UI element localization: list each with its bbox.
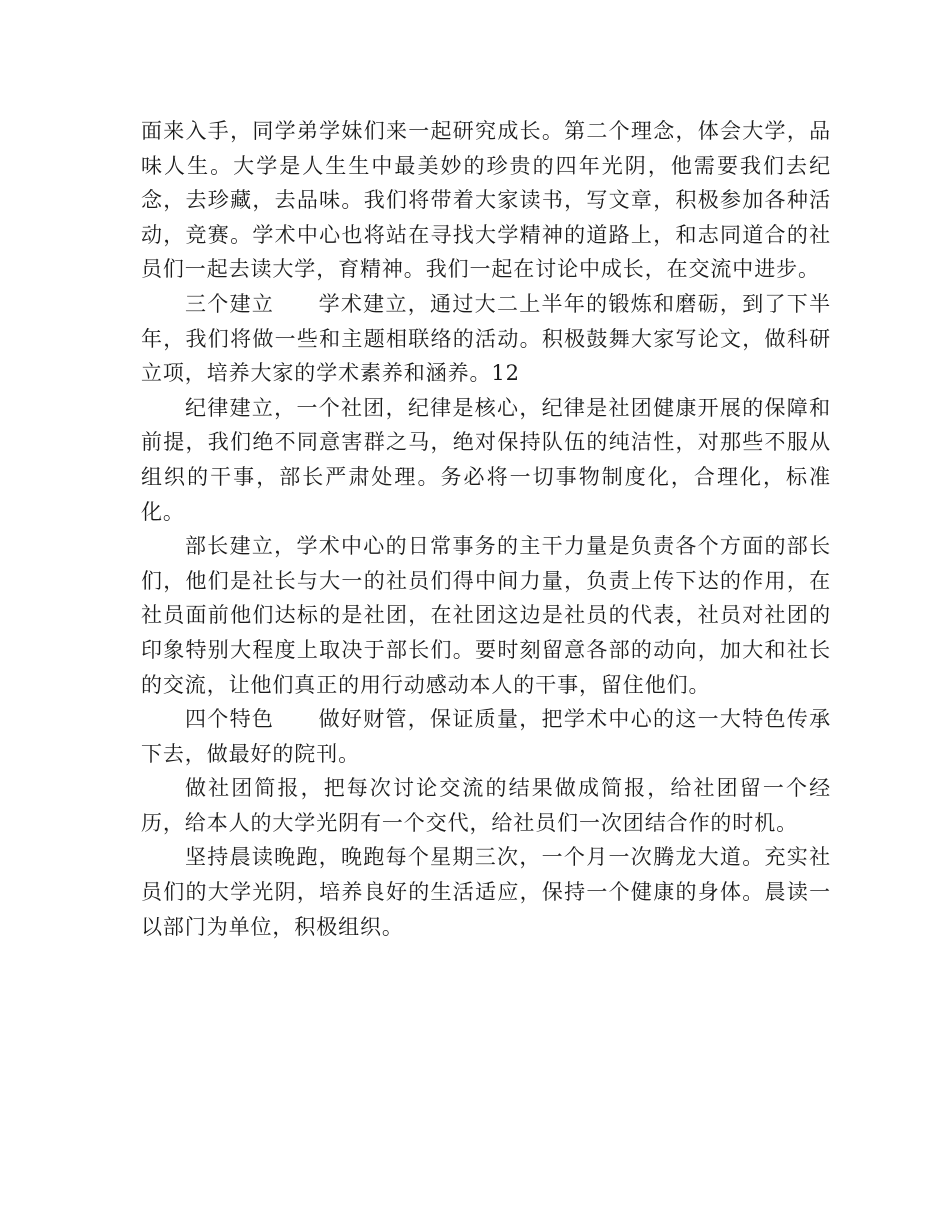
paragraph-text: 做社团简报，把每次讨论交流的结果做成简报，给社团留一个经历，给本人的大学光阴有一个交代，给社员们一次团结合作的时机。 — [141, 776, 831, 835]
paragraph-text: 学术建立，通过大二上半年的锻炼和磨砺，到了下半年，我们将做一些和主题相联络的活动。积极鼓舞大家写论文，做科研立项，培养大家的学术素养和涵养。12 — [141, 291, 831, 386]
paragraph-academic-building — [141, 287, 831, 391]
paragraph-text: 面来入手，同学弟学妹们来一起研究成长。第二个理念，体会大学，品味人生。大学是人生生中最美妙的珍贵的四年光阴，他需要我们去纪念，去珍藏，去品味。我们将带着大家读书，写文章，积极参加各种活动，竞赛。学术中心也将站在寻找大学精神的道路上，和志同道合的社员们一起去读大学，育精神。我们一起在讨论中成长，在交流中进步。 — [141, 119, 831, 282]
paragraph-finance-feature — [141, 702, 831, 771]
document-body — [141, 114, 831, 944]
paragraph-text: 纪律建立，一个社团，纪律是核心，纪律是社团健康开展的保障和前提，我们绝不同意害群之马，绝对保持队伍的纯洁性，对那些不服从组织的干事，部长严肃处理。务必将一切事物制度化，合理化，标准化。 — [141, 395, 831, 524]
paragraph-minister-building — [141, 529, 831, 702]
paragraph-text: 做好财管，保证质量，把学术中心的这一大特色传承下去，做最好的院刊。 — [141, 707, 831, 766]
paragraph-newsletter-feature — [141, 771, 831, 840]
paragraph-philosophy — [141, 114, 831, 287]
paragraph-text: 坚持晨读晚跑，晚跑每个星期三次，一个月一次腾龙大道。充实社员们的大学光阴，培养良好的生活适应，保持一个健康的身体。晨读一以部门为单位，积极组织。 — [141, 845, 831, 939]
paragraph-reading-running-feature — [141, 840, 831, 944]
paragraph-text: 部长建立，学术中心的日常事务的主干力量是负责各个方面的部长们，他们是社长与大一的社员们得中间力量，负责上传下达的作用，在社员面前他们达标的是社团，在社团这边是社员的代表，社员对社团的印象特别大程度上取决于部长们。要时刻留意各部的动向，加大和社长的交流，让他们真正的用行动感动本人的干事，留住他们。 — [141, 534, 831, 697]
section-heading-three-buildings: 三个建立 — [185, 291, 275, 316]
paragraph-discipline-building — [141, 391, 831, 529]
section-heading-four-features: 四个特色 — [185, 707, 275, 732]
